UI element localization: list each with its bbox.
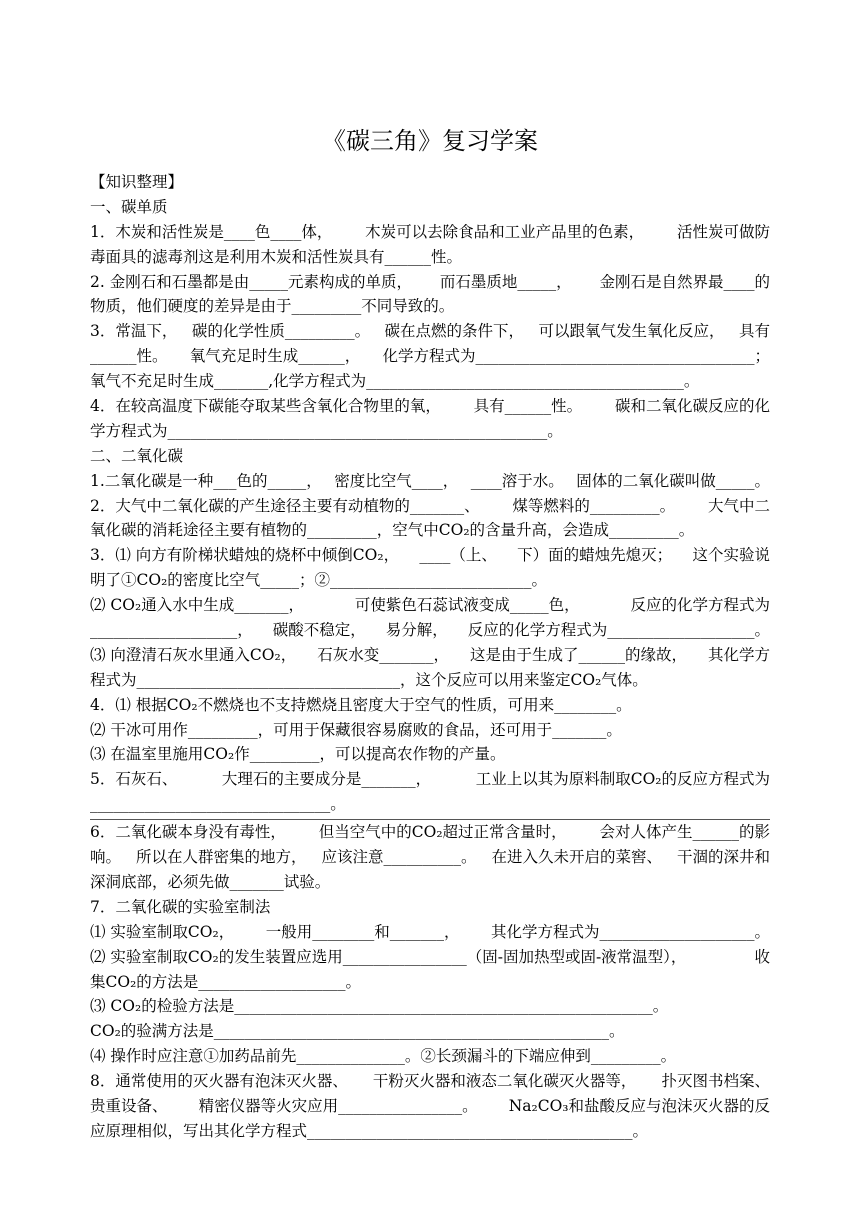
text-line: 毒面具的滤毒剂这是利用木炭和活性炭具有______性。 (90, 247, 463, 266)
text-segment: 具有______性。 (473, 397, 583, 416)
text-segment: 会对人体产生______的影 (599, 823, 770, 842)
text-line (90, 845, 770, 870)
text-segment: 8．通常使用的灭火器有泡沫灭火器、 (90, 1072, 348, 1091)
text-segment: 精密仪器等火灾应用________________。 (198, 1096, 478, 1115)
text-line: 【知识整理】 (90, 173, 184, 191)
text-segment: 贵重设备、 (90, 1096, 168, 1115)
text-line (90, 494, 770, 519)
text-segment: 1．木炭和活性炭是____色____体， (90, 222, 333, 241)
text-segment: 这个实验说 (692, 546, 770, 565)
text-segment: 大气中二 (707, 496, 770, 515)
text-segment: 可使紫色石蕊试液变成_____色， (354, 596, 580, 615)
text-segment: ⑶ 向澄清石灰水里通入CO₂， (90, 645, 297, 664)
text-segment: ___________________， (90, 621, 253, 640)
text-segment: ______性。 (90, 347, 168, 366)
text-line (90, 344, 770, 369)
text-line (90, 920, 770, 945)
text-segment: 石灰水变_______， (317, 645, 449, 664)
text-segment: 具有 (738, 322, 770, 341)
text-segment: 可以跟氧气发生氧化反应， (538, 322, 725, 341)
text-segment: 煤等燃料的_________。 (512, 496, 676, 515)
text-segment: 在进入久未开启的菜窖、 (491, 848, 662, 867)
text-segment: 化学方程式为____________________________________； (382, 347, 770, 366)
text-segment: 固体的二氧化碳叫做_____。 (576, 471, 770, 490)
text-segment: 收 (754, 947, 770, 966)
text-line: 氧化碳的消耗途径主要有植物的_________，空气中CO₂的含量升高，会造成_________。 (90, 521, 695, 540)
text-segment: 大理石的主要成分是_______， (221, 770, 432, 789)
text-segment: 密度比空气____， (334, 471, 459, 490)
text-line (90, 593, 770, 618)
text-segment: 碳和二氧化碳反应的化 (614, 397, 770, 416)
text-segment: ⑵ 实验室制取CO₂的发生装置应选用________________（固-固加热型或固-液常温型）， (90, 947, 687, 966)
text-line: 深洞底部，必须先做_______试验。 (90, 872, 331, 891)
text-segment: 4．在较高温度下碳能夺取某些含氧化合物里的氧， (90, 397, 441, 416)
text-line: 程式为__________________________________，这个反应可以用来鉴定CO₂气体。 (90, 670, 648, 689)
text-line (90, 220, 770, 245)
text-segment: 其化学方程式为____________________。 (490, 922, 770, 941)
text-line (90, 270, 770, 295)
text-line: CO₂的验满方法是___________________________________________________。 (90, 1022, 625, 1041)
text-segment: ⑶ CO₂的检验方法是______________________________________________________。 (90, 997, 669, 1016)
text-segment: 反应的化学方程式为___________________。 (467, 621, 770, 640)
text-segment: Na₂CO₃和盐酸反应与泡沫灭火器的反 (508, 1096, 770, 1115)
text-line (90, 319, 770, 344)
page-title: 《碳三角》复习学案 (322, 127, 538, 155)
text-line (90, 994, 770, 1019)
text-segment: 一般用________和_______， (265, 922, 460, 941)
text-line: 应原理相似，写出其化学方程式__________________________________________。 (90, 1121, 649, 1140)
text-segment: 但当空气中的CO₂超过正常含量时， (318, 823, 567, 842)
text-line: _______________________________。 (90, 795, 346, 814)
text-segment: ____溶于水。 (470, 471, 564, 490)
text-segment: 6．二氧化碳本身没有毒性， (90, 823, 286, 842)
text-segment: 应该注意__________。 (321, 848, 477, 867)
text-segment: 氧气充足时生成______， (189, 347, 361, 366)
text-segment: 1.二氧化碳是一种___色的_____， (90, 471, 322, 490)
text-segment: 氧气不充足时生成_______,化学方程式为_________________________________________。 (90, 372, 700, 391)
text-line (90, 767, 770, 792)
text-line (90, 643, 770, 668)
text-line (90, 1069, 770, 1094)
text-segment: 其化学方 (707, 645, 770, 664)
text-line (90, 945, 770, 970)
text-line (90, 820, 770, 845)
text-segment: 扑灭图书档案、 (661, 1072, 770, 1091)
text-segment: 碳在点燃的条件下， (384, 322, 525, 341)
text-segment: 金刚石是自然界最____的 (599, 272, 770, 291)
text-segment: 碳的化学性质_________。 (191, 322, 371, 341)
text-line: ⑷ 操作时应注意①加药品前先______________。②长颈漏斗的下端应伸到_________。 (90, 1047, 677, 1066)
text-segment: 工业上以其为原料制取CO₂的反应方程式为 (475, 770, 770, 789)
text-segment: 5．石灰石、 (90, 770, 178, 789)
text-line (90, 1094, 770, 1119)
text-segment: 活性炭可做防 (676, 222, 770, 241)
text-segment: ⑵ CO₂通入水中生成_______， (90, 596, 304, 615)
text-segment: 3．常温下， (90, 322, 178, 341)
text-segment: 反应的化学方程式为 (630, 596, 770, 615)
text-line: ⑵ 干冰可用作_________，可用于保藏很容易腐败的食品，还可用于_______。 (90, 720, 622, 739)
text-line: 7．二氧化碳的实验室制法 (90, 897, 271, 916)
text-segment: 2．大气中二氧化碳的产生途径主要有动植物的_______、 (90, 496, 480, 515)
text-line: ⑶ 在温室里施用CO₂作_________，可以提高农作物的产量。 (90, 745, 506, 764)
text-segment: 而石墨质地_____， (439, 272, 572, 291)
text-line: 学方程式为_________________________________________________。 (90, 421, 563, 440)
text-segment: 所以在人群密集的地方， (135, 848, 307, 867)
text-segment: ⑴ 实验室制取CO₂， (90, 922, 235, 941)
text-line (90, 469, 770, 494)
text-segment: 3．⑴ 向方有阶梯状蜡烛的烧杯中倾倒CO₂， (90, 546, 400, 565)
text-segment: 这是由于生成了______的缘故， (469, 645, 687, 664)
text-segment: 干粉灭火器和液态二氧化碳灭火器等， (372, 1072, 637, 1091)
text-segment: 下）面的蜡烛先熄灭； (517, 546, 673, 565)
text-segment: 干涸的深井和 (676, 848, 770, 867)
text-line: 4．⑴ 根据CO₂不燃烧也不支持燃烧且密度大于空气的性质，可用来________。 (90, 695, 632, 714)
text-line: 二、二氧化碳 (90, 446, 184, 465)
worksheet-body (90, 170, 770, 1144)
text-line: 明了①CO₂的密度比空气_____；②__________________________。 (90, 571, 548, 590)
text-line (90, 394, 770, 419)
text-line (90, 543, 770, 568)
text-line: 物质，他们硬度的差异是由于_________不同导致的。 (90, 297, 455, 316)
text-line (90, 369, 770, 394)
text-segment: 碳酸不稳定， (272, 621, 366, 640)
text-segment: ____（上、 (419, 546, 497, 565)
text-segment: 木炭可以去除食品和工业产品里的色素， (365, 222, 645, 241)
text-line: 一、碳单质 (90, 197, 168, 216)
text-segment: 2. 金刚石和石墨都是由_____元素构成的单质， (90, 272, 412, 291)
text-segment: 易分解， (385, 621, 448, 640)
text-line: 集CO₂的方法是___________________。 (90, 972, 362, 991)
text-segment: 响。 (90, 848, 122, 867)
text-line (90, 618, 770, 643)
